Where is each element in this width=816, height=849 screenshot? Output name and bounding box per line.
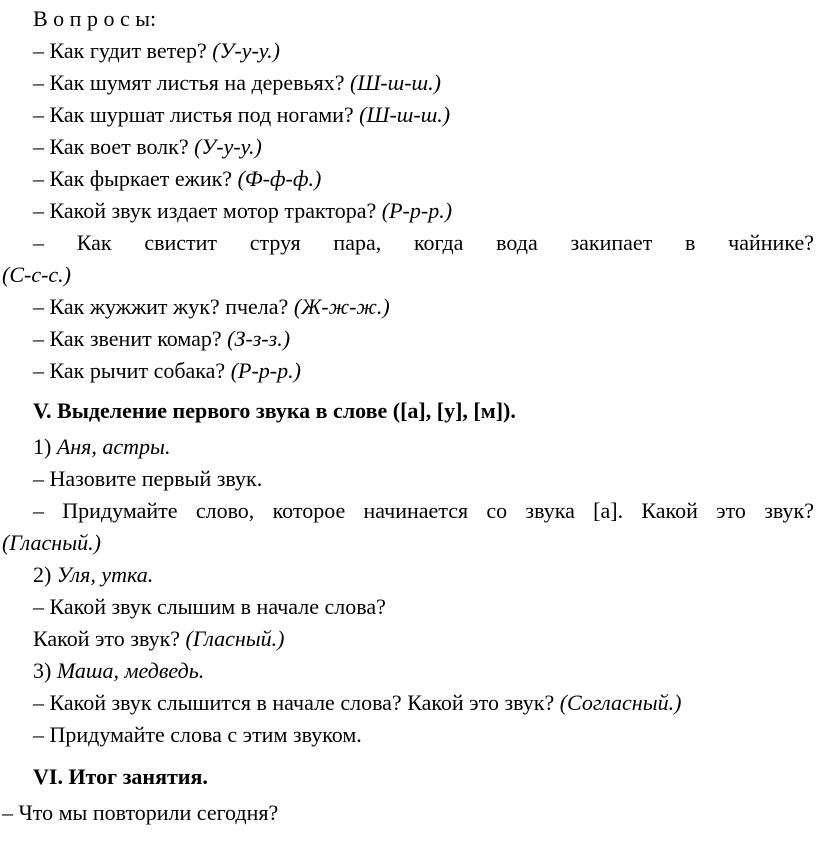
item-3-question-1: [33, 692, 681, 714]
section-6-heading: [33, 766, 208, 788]
question-text: – Какой звук слышится в начале слова? Какой это звук?: [33, 690, 555, 715]
question-text: – Как звенит комар?: [33, 326, 222, 351]
word: –: [33, 498, 44, 523]
item-1-question-2: [33, 500, 814, 522]
answer-text: (Р-р-р.): [381, 198, 453, 223]
question-line-beetle: [33, 296, 390, 318]
word: Какой: [641, 498, 698, 523]
word: звука: [525, 498, 575, 523]
word: в: [685, 230, 696, 255]
word: закипает: [570, 230, 653, 255]
item-number: 1): [33, 434, 52, 459]
question-text: Какой это звук?: [33, 626, 181, 651]
item-number: 2): [33, 562, 52, 587]
question-line-kettle: [33, 232, 814, 254]
item-1-header: [33, 436, 170, 458]
word: которое: [272, 498, 346, 523]
word: когда: [413, 230, 464, 255]
answer-text: (Ж-ж-ж.): [293, 294, 390, 319]
section-heading-text: V. Выделение первого звука в слове ([а], [у], [м]).: [33, 398, 516, 423]
word: Придумайте: [62, 498, 178, 523]
question-text: – Какой звук издает мотор трактора?: [33, 198, 377, 223]
item-words: Маша, медведь.: [56, 658, 205, 683]
item-1-answer: [2, 532, 101, 554]
question-text: – Как шуршат листья под ногами?: [33, 102, 354, 127]
question-line-wolf: [33, 136, 262, 158]
word: струя: [249, 230, 301, 255]
question-text: – Как шумят листья на деревьях?: [33, 70, 345, 95]
section-6-question-1: [2, 802, 278, 824]
item-number: 3): [33, 658, 52, 683]
answer-text: (Гласный.): [2, 530, 101, 555]
item-2-question-2: [33, 628, 284, 650]
word: –: [33, 230, 44, 255]
word: чайнике?: [728, 230, 814, 255]
word: вода: [496, 230, 538, 255]
section-heading-text: VI. Итог занятия.: [33, 764, 208, 789]
question-text: – Как гудит ветер?: [33, 38, 207, 63]
question-text: – Как рычит собака?: [33, 358, 226, 383]
question-text: – Как фыркает ежик?: [33, 166, 233, 191]
answer-text: (Согласный.): [559, 690, 682, 715]
answer-text: (Р-р-р.): [230, 358, 301, 383]
question-text: – Какой звук слышим в начале слова?: [33, 594, 386, 619]
answer-text: (З-з-з.): [227, 326, 291, 351]
word: [а].: [593, 498, 624, 523]
question-line-dog: [33, 360, 301, 382]
question-text: – Как жужжит жук? пчела?: [33, 294, 289, 319]
question-text: – Что мы повторили сегодня?: [2, 800, 279, 825]
answer-text: (Ф-ф-ф.): [237, 166, 322, 191]
question-text: – Назовите первый звук.: [33, 466, 263, 491]
questions-heading: [33, 8, 156, 30]
answer-text: (Гласный.): [185, 626, 285, 651]
answer-kettle: [2, 264, 71, 286]
item-3-question-2: [33, 724, 362, 746]
item-words: Аня, астры.: [56, 434, 171, 459]
answer-text: (У-у-у.): [194, 134, 262, 159]
questions-heading-text: В о п р о с ы:: [33, 6, 157, 31]
question-line-leaves-trees: [33, 72, 441, 94]
word: Как: [76, 230, 112, 255]
word: звук?: [764, 498, 814, 523]
question-line-wind: [33, 40, 280, 62]
question-line-hedgehog: [33, 168, 321, 190]
answer-text: (У-у-у.): [212, 38, 280, 63]
answer-text: (Ш-ш-ш.): [359, 102, 451, 127]
answer-text: (С-с-с.): [2, 262, 72, 287]
question-line-mosquito: [33, 328, 290, 350]
question-line-tractor: [33, 200, 452, 222]
word: со: [486, 498, 508, 523]
question-text: – Придумайте слова с этим звуком.: [33, 722, 362, 747]
item-words: Уля, утка.: [56, 562, 154, 587]
question-line-leaves-feet: [33, 104, 450, 126]
item-2-question-1: [33, 596, 386, 618]
item-1-question-1: [33, 468, 262, 490]
item-2-header: [33, 564, 153, 586]
word: свистит: [144, 230, 218, 255]
item-3-header: [33, 660, 204, 682]
question-text: – Как воет волк?: [33, 134, 189, 159]
word: пара,: [333, 230, 382, 255]
word: слово,: [195, 498, 255, 523]
answer-text: (Ш-ш-ш.): [350, 70, 441, 95]
word: начинается: [363, 498, 469, 523]
word: это: [716, 498, 746, 523]
section-5-heading: [33, 400, 516, 422]
